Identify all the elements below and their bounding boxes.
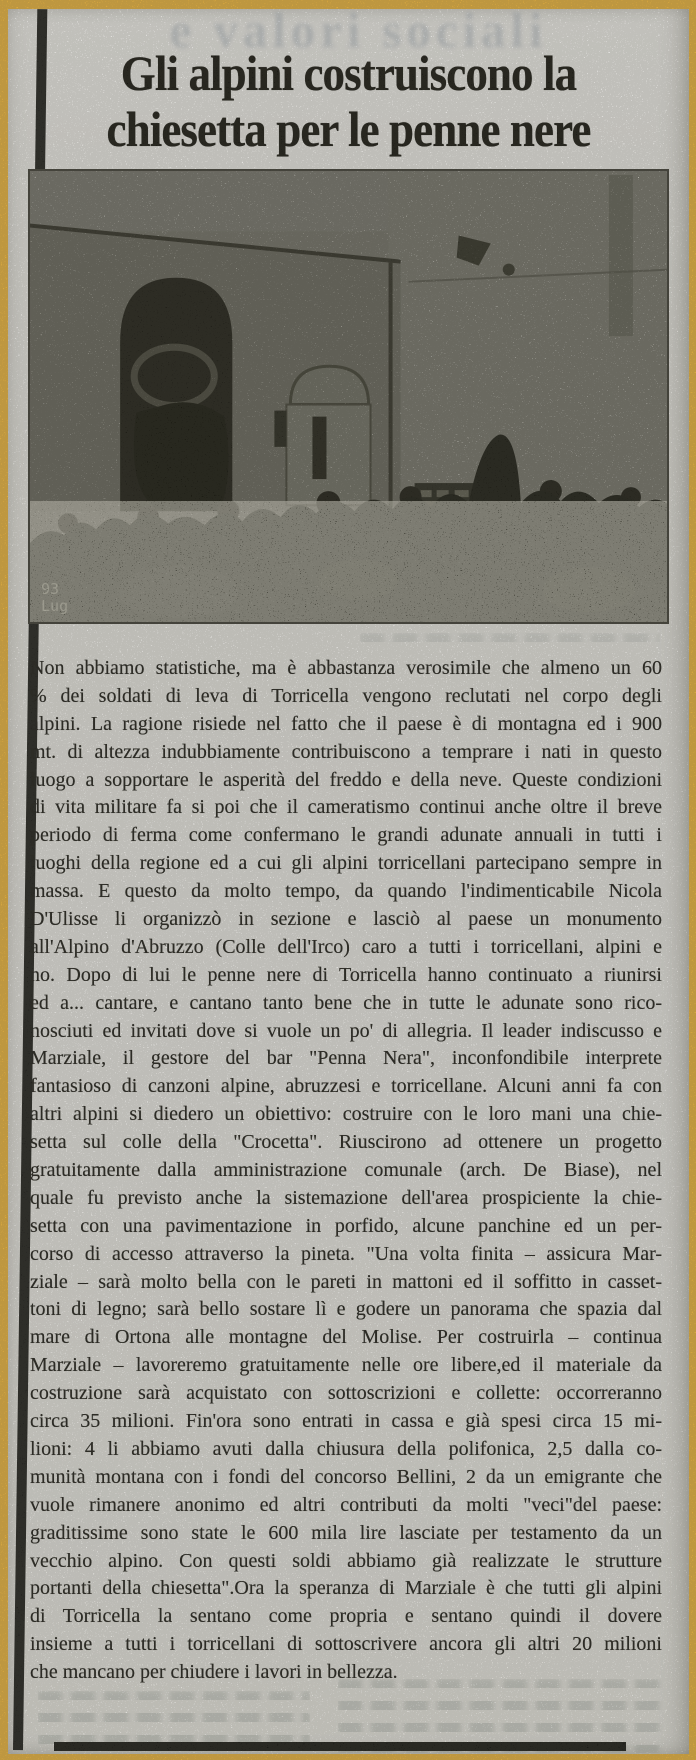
article-text-line: Marziale, il gestore del bar "Penna Nera", inconfondibile interprete — [30, 1047, 662, 1070]
article-text-line: luoghi della regione ed a cui gli alpini torricellani partecipano sempre in — [30, 852, 662, 875]
article-body — [30, 655, 662, 1687]
article-text-line: alpini. La ragione risiede nel fatto che il paese è di montagna ed i 900 — [30, 712, 662, 735]
article-text-line: massa. E questo da molto tempo, da quando l'indimenticabile Nicola — [30, 880, 662, 903]
article-text-line: luogo a sopportare le asperità del freddo e della neve. Queste condizioni — [30, 768, 662, 791]
article-text-line: quale fu previsto anche la sistemazione dell'area prospiciente la chie- — [30, 1186, 662, 1209]
article-text-line: costruzione sarà acquistato con sottoscrizioni e collette: occorreranno — [30, 1382, 662, 1405]
article-text-line: no. Dopo di lui le penne nere di Torricella hanno continuato a riunirsi — [30, 963, 662, 986]
article-text-line: vuole rimanere anonimo ed altri contributi da molti "veci"del paese: — [30, 1493, 662, 1516]
article-text-line: periodo di ferma come confermano le grandi adunate annuali in tutti i — [30, 824, 662, 847]
photo-noise-light — [28, 501, 669, 624]
ghost-text-showthrough — [360, 633, 660, 653]
article-text-line: D'Ulisse li organizzò in sezione e lasciò al paese un monumento — [30, 908, 662, 931]
article-text-line: % dei soldati di leva di Torricella vengono reclutati nel corpo degli — [30, 684, 662, 707]
article-text-line: setta sul colle della "Crocetta". Riuscirono ad ottenere un progetto — [30, 1131, 662, 1154]
article-text-line: ed a... cantare, e cantano tanto bene che in tutte le adunate sono rico- — [30, 991, 662, 1014]
article-text-line: portanti della chiesetta".Ora la speranza di Marziale è che tutti gli alpini — [30, 1577, 662, 1600]
article-text-line: altri alpini si diedero un obiettivo: costruire con le loro mani una chie- — [30, 1103, 662, 1126]
article-text-line: di Torricella la sentano come propria e sentano quindi il dovere — [30, 1605, 662, 1628]
article-text-line: munità montana con i fondi del concorso Bellini, 2 da un emigrante che — [30, 1465, 662, 1488]
article-text-line: ziale – sarà molto bella con le pareti in mattoni ed il soffitto in casset- — [30, 1270, 662, 1293]
article-text-line: setta con una pavimentazione in porfido, alcune panchine ed un per- — [30, 1214, 662, 1237]
article-photo — [28, 169, 669, 624]
article-text-line: Marziale – lavoreremo gratuitamente nelle ore libere,ed il materiale da — [30, 1354, 662, 1377]
date-stamp-year: 93 — [41, 579, 60, 598]
article-text-line: toni di legno; sarà bello sostare lì e godere un panorama che spazia dal — [30, 1298, 662, 1321]
article-text-line: gratuitamente dalla amministrazione comunale (arch. De Biase), nel — [30, 1159, 662, 1182]
article-headline — [8, 45, 689, 157]
article-text-line: insieme a tutti i torricellani di sottoscrivere ancora gli altri 20 milioni — [30, 1633, 662, 1656]
article-text-line: vecchio alpino. Con questi soldi abbiamo già realizzate le strutture — [30, 1549, 662, 1572]
article-text-line: Non abbiamo statistiche, ma è abbastanza verosimile che almeno un 60 — [30, 657, 662, 679]
scan-edge-bar — [54, 1742, 626, 1751]
article-text-line: fantasioso di canzoni alpine, abruzzesi e torricellane. Alcuni anni fa con — [30, 1075, 662, 1098]
article-text-line: che mancano per chiudere i lavori in bellezza. — [30, 1661, 398, 1684]
ghost-headline-showthrough: e valori sociali — [169, 2, 548, 58]
article-text-line: lioni: 4 li abbiamo avuti dalla chiusura della polifonica, 2,5 dalla co- — [30, 1437, 662, 1460]
article-text-line: corso di accesso attraverso la pineta. "Una volta finita – assicura Mar- — [30, 1242, 662, 1265]
headline-line-2: chiesetta per le penne nere — [106, 101, 591, 157]
photo-halftone-graphic — [28, 169, 669, 624]
paper — [8, 2, 689, 1754]
date-stamp-month: Lug — [41, 596, 69, 615]
article-text-line: mare di Ortona alle montagne del Molise. Per costruirla – continua — [30, 1326, 662, 1349]
article-text-line: all'Alpino d'Abruzzo (Colle dell'Irco) caro a tutti i torricellani, alpini e — [30, 935, 662, 958]
headline-line-1: Gli alpini costruiscono la — [120, 45, 577, 101]
article-text-line: nosciuti ed invitati dove si vuole un po' di allegria. Il leader indiscusso e — [30, 1019, 662, 1042]
article-text-line: mt. di altezza indubbiamente contribuiscono a temprare i nati in questo — [30, 740, 662, 763]
article-text-line: circa 35 milioni. Fin'ora sono entrati in cassa e già spesi circa 15 mi- — [30, 1410, 662, 1433]
article-text-line: di vita militare fa si poi che il cameratismo continui anche oltre il breve — [30, 796, 662, 819]
article-text-line: graditissime sono state le 600 mila lire lasciate per testamento da un — [30, 1521, 662, 1544]
